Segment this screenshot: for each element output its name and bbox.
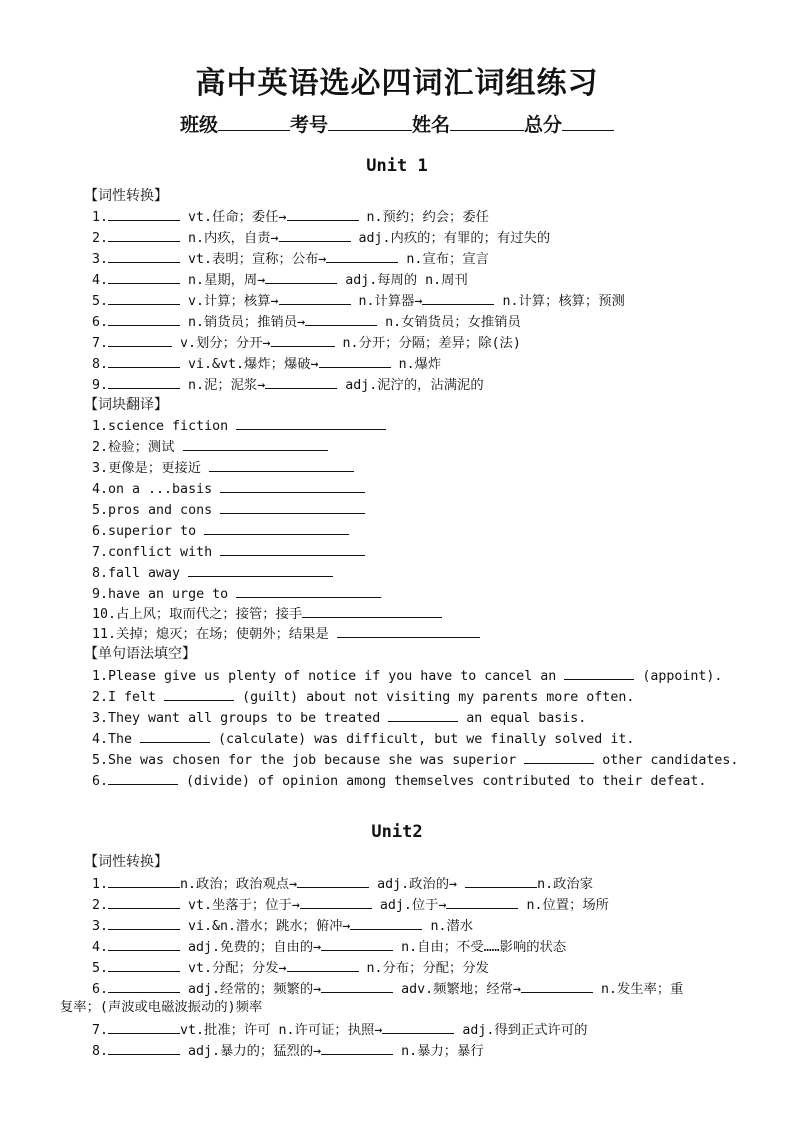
answer-blank[interactable] [108,1040,180,1055]
unit1-phrase-item-8: 8.fall away [92,562,333,584]
answer-blank[interactable] [382,1019,454,1034]
answer-blank[interactable] [108,894,180,909]
name-field[interactable] [450,112,524,131]
answer-blank[interactable] [271,332,335,347]
unit1-phrase-item-3: 3.更像是；更接近 [92,457,354,479]
answer-blank[interactable] [108,227,180,242]
student-info-row [0,110,794,137]
answer-blank[interactable] [220,541,365,556]
answer-blank[interactable] [220,499,365,514]
answer-blank[interactable] [209,457,354,472]
unit1-grammar-item-1: 1.Please give us plenty of notice if you have to cancel an (appoint). [92,665,722,687]
unit1-heading: Unit 1 [366,156,428,176]
unit2-conversion-item-6: 6. adj.经常的；频繁的→ adv.频繁地；经常→ n.发生率；重 [92,978,683,1000]
class-label: 班级 [179,114,218,136]
answer-blank[interactable] [265,269,337,284]
unit1-phrase-item-2: 2.检验；测试 [92,436,328,458]
unit2-conversion-item-2: 2. vt.坐落于；位于→ adj.位于→ n.位置；场所 [92,894,609,916]
answer-blank[interactable] [204,520,349,535]
unit1-phrase-item-10: 10.占上风；取而代之；接管；接手 [92,603,442,625]
unit1-grammar-item-5: 5.She was chosen for the job because she was superior other candidates. [92,749,738,771]
answer-blank[interactable] [321,936,393,951]
unit1-phrase-item-11: 11.关掉；熄灭；在场；使朝外；结果是 [92,623,480,645]
unit1-phrase-item-9: 9.have an urge to [92,583,381,605]
answer-blank[interactable] [140,728,210,743]
unit1-grammar-item-4: 4.The (calculate) was difficult, but we finally solved it. [92,728,634,750]
answer-blank[interactable] [422,290,494,305]
unit1-grammar-item-6: 6. (divide) of opinion among themselves contributed to their defeat. [92,770,706,792]
answer-blank[interactable] [108,248,180,263]
answer-blank[interactable] [108,311,180,326]
answer-blank[interactable] [108,206,180,221]
unit1-grammar-item-2: 2.I felt (guilt) about not visiting my parents more often. [92,686,634,708]
unit1-grammar-item-3: 3.They want all groups to be treated an equal basis. [92,707,586,729]
answer-blank[interactable] [108,1019,180,1034]
unit1-section-conversion: 【词性转换】 [84,188,168,204]
answer-blank[interactable] [236,583,381,598]
unit1-section-grammar: 【单句语法填空】 [84,646,196,662]
answer-blank[interactable] [236,415,386,430]
answer-blank[interactable] [388,707,458,722]
unit1-conversion-item-3: 3. vt.表明；宣称；公布→ n.宣布；宣言 [92,248,489,270]
answer-blank[interactable] [305,311,377,326]
answer-blank[interactable] [220,478,365,493]
answer-blank[interactable] [188,562,333,577]
answer-blank[interactable] [108,915,180,930]
answer-blank[interactable] [108,873,180,888]
answer-blank[interactable] [326,248,398,263]
answer-blank[interactable] [108,936,180,951]
answer-blank[interactable] [108,374,180,389]
name-label: 姓名 [412,114,451,136]
unit2-conversion-item-1: 1. n.政治；政治观点→ adj.政治的→ n.政治家 [92,873,593,895]
answer-blank[interactable] [524,749,594,764]
unit1-conversion-item-6: 6. n.销货员；推销员→ n.女销货员；女推销员 [92,311,521,333]
unit1-section-phrases: 【词块翻译】 [84,397,168,413]
answer-blank[interactable] [564,665,634,680]
unit1-conversion-item-9: 9. n.泥；泥浆→ adj.泥泞的，沾满泥的 [92,374,484,396]
answer-blank[interactable] [321,1040,393,1055]
unit1-conversion-item-4: 4. n.星期，周→ adj.每周的 n.周刊 [92,269,468,291]
answer-blank[interactable] [108,353,180,368]
unit1-conversion-item-7: 7. v.划分；分开→ n.分开；分隔；差异；除(法) [92,332,521,354]
answer-blank[interactable] [108,770,178,785]
answer-blank[interactable] [183,436,328,451]
answer-blank[interactable] [446,894,518,909]
answer-blank[interactable] [164,686,234,701]
answer-blank[interactable] [108,290,180,305]
answer-blank[interactable] [321,978,393,993]
unit2-heading: Unit2 [371,822,423,842]
answer-blank[interactable] [300,894,372,909]
class-field[interactable] [218,112,290,131]
answer-blank[interactable] [279,290,351,305]
unit2-conversion-item-3: 3. vi.&n.潜水；跳水；俯冲→ n.潜水 [92,915,473,937]
unit1-phrase-item-7: 7.conflict with [92,541,365,563]
answer-blank[interactable] [319,353,391,368]
unit2-conversion-item-7: 7. vt.批准；许可 n.许可证；执照→ adj.得到正式许可的 [92,1019,587,1041]
unit2-conversion-item-6-continued: 复率；(声波或电磁波振动的)频率 [60,1000,263,1015]
unit1-conversion-item-5: 5. v.计算；核算→ n.计算器→ n.计算；核算；预测 [92,290,625,312]
answer-blank[interactable] [108,332,172,347]
unit1-phrase-item-5: 5.pros and cons [92,499,365,521]
answer-blank[interactable] [265,374,337,389]
exam-number-label: 考号 [289,114,328,136]
unit1-conversion-item-1: 1. vt.任命；委任→ n.预约；约会；委任 [92,206,489,228]
unit1-phrase-item-1: 1.science fiction [92,415,386,437]
unit1-conversion-item-8: 8. vi.&vt.爆炸；爆破→ n.爆炸 [92,353,441,375]
answer-blank[interactable] [108,957,180,972]
answer-blank[interactable] [350,915,422,930]
answer-blank[interactable] [302,603,442,618]
unit2-section-conversion: 【词性转换】 [84,854,168,870]
unit2-conversion-item-5: 5. vt.分配；分发→ n.分布；分配；分发 [92,957,489,979]
answer-blank[interactable] [108,269,180,284]
score-label: 总分 [524,114,563,136]
page-title: 高中英语选必四词汇词组练习 [195,66,599,101]
exam-number-field[interactable] [328,112,412,131]
unit2-conversion-item-8: 8. adj.暴力的；猛烈的→ n.暴力；暴行 [92,1040,484,1062]
unit1-conversion-item-2: 2. n.内疚，自责→ adj.内疚的；有罪的；有过失的 [92,227,550,249]
answer-blank[interactable] [337,623,480,638]
answer-blank[interactable] [279,227,351,242]
answer-blank[interactable] [465,873,537,888]
answer-blank[interactable] [521,978,593,993]
answer-blank[interactable] [287,957,359,972]
unit1-phrase-item-6: 6.superior to [92,520,349,542]
answer-blank[interactable] [297,873,369,888]
answer-blank[interactable] [108,978,180,993]
answer-blank[interactable] [287,206,359,221]
score-field[interactable] [562,112,614,131]
unit2-conversion-item-4: 4. adj.免费的；自由的→ n.自由；不受……影响的状态 [92,936,566,958]
unit1-phrase-item-4: 4.on a ...basis [92,478,365,500]
